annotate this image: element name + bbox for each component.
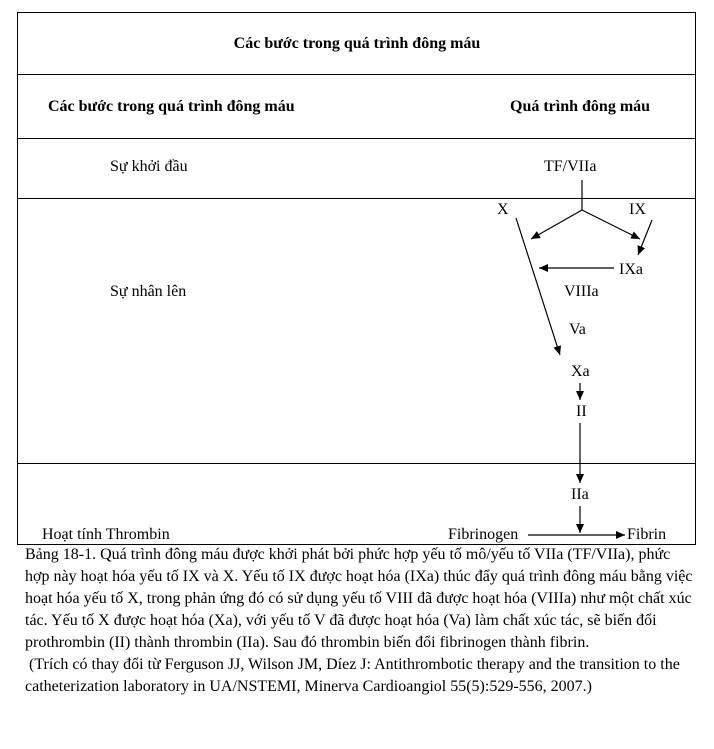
- right-column-header: Quá trình đông máu: [510, 98, 651, 115]
- factor-x: X: [497, 201, 509, 218]
- factor-ii: II: [576, 403, 587, 420]
- fibrinogen-label: Fibrinogen: [448, 526, 519, 543]
- arrow-x-to-xa: [516, 218, 560, 355]
- left-column-header: Các bước trong quá trình đông máu: [48, 98, 295, 115]
- arrow-ix-to-ixa: [638, 220, 652, 255]
- caption-text: Bảng 18-1. Quá trình đông máu được khởi phát bởi phức hợp yếu tố mô/yếu tố VIIa (TF/VIIa), phức hợp này hoạt hóa yếu tố IX và X. Yếu tố IX được hoạt hóa (IXa) thúc đẩy quá trình đông máu bằng việc hoạt hóa yếu tố X, trong phản ứng đó có sử dụng yếu tố VIII đã được hoạt hóa (VIIIa) như một chất xúc tác. Yếu tố X được hoạt hóa (Xa), với yếu tố V đã được hoạt hóa (Va) làm chất xúc tác, sẽ biến đổi prothrombin (II) thành thrombin (IIa). Sau đó thrombin biến đổi fibrinogen thành fibrin.: [25, 546, 693, 651]
- arrow-tf-to-ix: [582, 210, 640, 239]
- factor-ixa: IXa: [619, 261, 643, 278]
- stage-initiation: Sự khởi đầu: [110, 158, 188, 175]
- factor-iia: IIa: [571, 486, 589, 503]
- table-caption: [25, 544, 697, 698]
- stage-amplification: Sự nhân lên: [110, 283, 187, 300]
- factor-tf-viia: TF/VIIa: [544, 158, 597, 175]
- factor-viiia: VIIIa: [564, 283, 599, 300]
- arrow-tf-to-x: [531, 210, 582, 239]
- caption-source: (Trích có thay đổi từ Ferguson JJ, Wilson JM, Díez J: Antithrombotic therapy and the transition to the catheterization laboratory in UA/NSTEMI, Minerva Cardioangiol 55(5):529-556, 2007.): [25, 656, 680, 695]
- factor-va: Va: [569, 321, 586, 338]
- fibrin-label: Fibrin: [627, 526, 667, 543]
- factor-ix: IX: [629, 201, 646, 218]
- factor-xa: Xa: [571, 363, 590, 380]
- table-title: Các bước trong quá trình đông máu: [233, 35, 481, 52]
- stage-thrombin-activity: Hoạt tính Thrombin: [42, 526, 170, 543]
